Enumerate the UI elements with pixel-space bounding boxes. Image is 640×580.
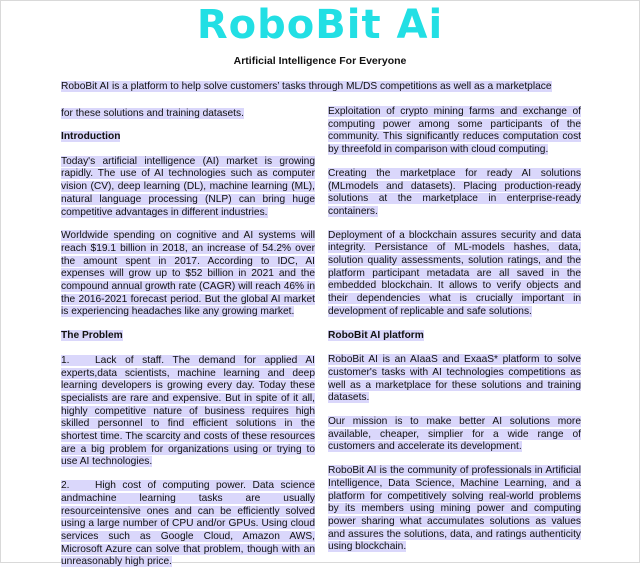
right-paragraph-3: Deployment of a blockchain assures security and data integrity. Persistance of ML-models hashes, data, solution quality assessments, solution ratings, and the platform participant metadata are all saved in the embedded blockchain. It allows to verify objects and their dependencies what is crucially important in development of replicable and safe solutions. [328,229,581,317]
platform-paragraph-2: Our mission is to make better AI solutions more available, cheaper, simplier for a wide range of customers and accelerate its development. [328,416,581,453]
intro-line-2 [61,107,321,120]
logo-title: RoboBit Ai [196,2,444,48]
document-subtitle: Artificial Intelligence For Everyone [233,55,407,67]
problem-item-1 [61,355,315,469]
problem-item-2-number: 2. [61,480,70,492]
problem-item-2-text: High cost of computing power. Data science andmachine learning tasks are usually resourceintensive ones and can be efficiently solved using a large number of CPU and/or GPUs. Using cloud services such as Google Cloud, Amazon AWS, Microsoft Azure can solve that problem, though with an unreasonably high price. [61,480,315,568]
problem-heading: The Problem [61,330,123,342]
problem-item-2 [61,480,315,569]
platform-paragraph-1: RoboBit AI is an AIaaS and ExaaS* platform to solve customer's tasks with AI technologies competitions as well as a marketplace for these solutions and training datasets. [328,354,581,404]
left-column [61,131,315,580]
problem-item-1-text: Lack of staff. The demand for applied AI experts,data scientists, machine learning and deep learning developers is growing every day. Today these specialists are rare and expensive. But in spite of it all, highly competitive nature of business requires high skilled personnel to find efficient solutions in the shortest time. The scarcity and costs of these resources are a big problem for organizations using or trying to use AI technologies. [61,354,315,468]
introduction-heading: Introduction [61,131,121,142]
introduction-paragraph-1: Today's artificial intelligence (AI) market is growing rapidly. The use of AI technologies such as computer vision (CV), deep learning (DL), machine learning (ML), natural language processing (NLP) can bring huge competitive advantages in different industries. [61,155,315,218]
intro-line-2-text: for these solutions and training datasets. [61,108,244,119]
right-paragraph-2: Creating the marketplace for ready AI solutions (MLmodels and datasets). Placing production-ready solutions at the marketplace in enterprise-ready containers. [328,167,581,217]
problem-item-1-number: 1. [61,354,70,366]
intro-line-1 [61,80,580,93]
right-column [328,106,581,565]
platform-paragraph-3: RoboBit AI is the community of professionals in Artificial Intelligence, Data Science, Machine Learning, and a platform for competitively solving real-world problems by its members using mining power and computing power sharing what accumulates solutions as values and assures the solutions, data, and ratings authenticity using blockchain. [328,465,581,553]
intro-line-1-text: RoboBit AI is a platform to help solve customers’ tasks through ML/DS competitions as well as a marketplace [61,81,552,92]
right-paragraph-1: Exploitation of crypto mining farms and exchange of computing power among some participants of the community. This significantly reduces computation cost by threefold in comparison with cloud computing. [328,106,581,156]
platform-heading: RoboBit AI platform [328,329,424,341]
introduction-paragraph-2: Worldwide spending on cognitive and AI systems will reach $19.1 billion in 2018, an increase of 54.2% over the amount spent in 2017. According to IDC, AI expenses will grow up to $52 billion in 2021 and the compound annual growth rate (CAGR) will reach 46% in the 2016-2021 forecast period. But the global AI market is experiencing headaches like any growing market. [61,230,315,318]
